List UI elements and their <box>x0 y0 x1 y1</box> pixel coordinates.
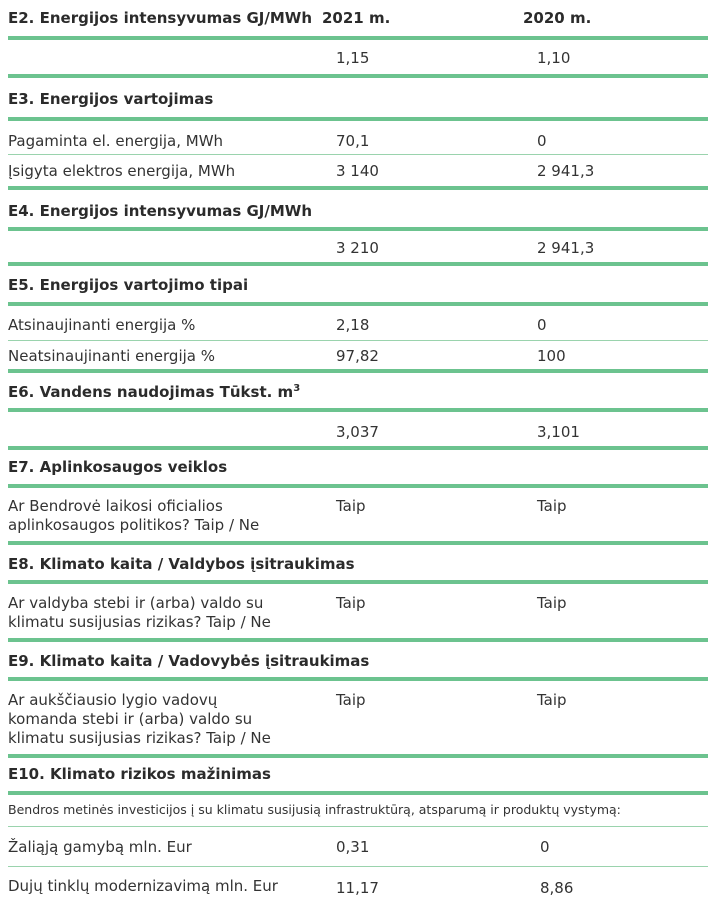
divider-thick <box>8 227 708 231</box>
e3-row-label: Įsigyta elektros energija, MWh <box>8 162 236 180</box>
e2-value-2021: 1,15 <box>336 49 370 67</box>
divider-thin <box>8 826 708 827</box>
e3-row-value-2021: 3 140 <box>336 162 379 180</box>
e5-row-value-2021: 2,18 <box>336 316 370 334</box>
e6-title-superscript: 3 <box>293 383 301 394</box>
e10-row-value-2020: 8,86 <box>540 879 574 897</box>
divider-thick <box>8 186 708 190</box>
column-header-2021: 2021 m. <box>322 9 391 27</box>
e10-row-label: Žaliąją gamybą mln. Eur <box>8 838 192 856</box>
e9-title: E9. Klimato kaita / Vadovybės įsitraukimas <box>8 652 370 670</box>
e5-title: E5. Energijos vartojimo tipai <box>8 276 249 294</box>
e10-row-value-2021: 11,17 <box>336 879 379 897</box>
e5-row-value-2020: 100 <box>537 347 566 365</box>
e8-title: E8. Klimato kaita / Valdybos įsitraukimas <box>8 555 355 573</box>
divider-thin <box>8 154 708 155</box>
divider-thick <box>8 262 708 266</box>
e8-answer-2021: Taip <box>336 594 366 612</box>
e7-title: E7. Aplinkosaugos veiklos <box>8 458 228 476</box>
e10-row-value-2020: 0 <box>540 838 550 856</box>
e7-question-line: Ar Bendrovė laikosi oficialios <box>8 497 223 515</box>
e5-row-value-2020: 0 <box>537 316 547 334</box>
e7-answer-2020: Taip <box>537 497 567 515</box>
divider-thick <box>8 369 708 373</box>
e9-question-line: Ar aukščiausio lygio vadovų <box>8 691 218 709</box>
e8-answer-2020: Taip <box>537 594 567 612</box>
divider-thick <box>8 302 708 306</box>
e3-title: E3. Energijos vartojimas <box>8 90 214 108</box>
e2-title: E2. Energijos intensyvumas GJ/MWh <box>8 9 313 27</box>
divider-thin <box>8 866 708 867</box>
e7-answer-2021: Taip <box>336 497 366 515</box>
e3-row-value-2020: 0 <box>537 132 547 150</box>
e10-row-value-2021: 0,31 <box>336 838 370 856</box>
e7-question-line: aplinkosaugos politikos? Taip / Ne <box>8 516 260 534</box>
divider-thick <box>8 638 708 642</box>
e8-question-line: klimatu susijusias rizikas? Taip / Ne <box>8 613 271 631</box>
divider-thick <box>8 446 708 450</box>
divider-thick <box>8 484 708 488</box>
divider-thick <box>8 36 708 40</box>
divider-thick <box>8 791 708 795</box>
column-header-2020: 2020 m. <box>523 9 592 27</box>
e5-row-label: Atsinaujinanti energija % <box>8 316 196 334</box>
divider-thick <box>8 541 708 545</box>
e10-note: Bendros metinės investicijos į su klimatu susijusią infrastruktūrą, atsparumą ir produktų vystymą: <box>8 802 621 817</box>
divider-thick <box>8 74 708 78</box>
e9-question-line: klimatu susijusias rizikas? Taip / Ne <box>8 729 271 747</box>
e4-title: E4. Energijos intensyvumas GJ/MWh <box>8 202 313 220</box>
e9-answer-2020: Taip <box>537 691 567 709</box>
e4-value-2021: 3 210 <box>336 239 379 257</box>
divider-thick <box>8 408 708 412</box>
e6-value-2021: 3,037 <box>336 423 379 441</box>
e6-value-2020: 3,101 <box>537 423 580 441</box>
divider-thick <box>8 580 708 584</box>
e2-value-2020: 1,10 <box>537 49 571 67</box>
e6-title-text: E6. Vandens naudojimas Tūkst. m <box>8 383 294 401</box>
divider-thick <box>8 677 708 681</box>
e10-title: E10. Klimato rizikos mažinimas <box>8 765 271 783</box>
e3-row-value-2020: 2 941,3 <box>537 162 595 180</box>
e5-row-value-2021: 97,82 <box>336 347 379 365</box>
e9-answer-2021: Taip <box>336 691 366 709</box>
divider-thin <box>8 340 708 341</box>
e6-title <box>8 383 300 402</box>
e9-question-line: komanda stebi ir (arba) valdo su <box>8 710 253 728</box>
e3-row-value-2021: 70,1 <box>336 132 370 150</box>
e10-row-label: Dujų tinklų modernizavimą mln. Eur <box>8 877 278 895</box>
e3-row-label: Pagaminta el. energija, MWh <box>8 132 224 150</box>
e4-value-2020: 2 941,3 <box>537 239 595 257</box>
divider-thick <box>8 117 708 121</box>
divider-thick <box>8 754 708 758</box>
e5-row-label: Neatsinaujinanti energija % <box>8 347 216 365</box>
e8-question-line: Ar valdyba stebi ir (arba) valdo su <box>8 594 264 612</box>
